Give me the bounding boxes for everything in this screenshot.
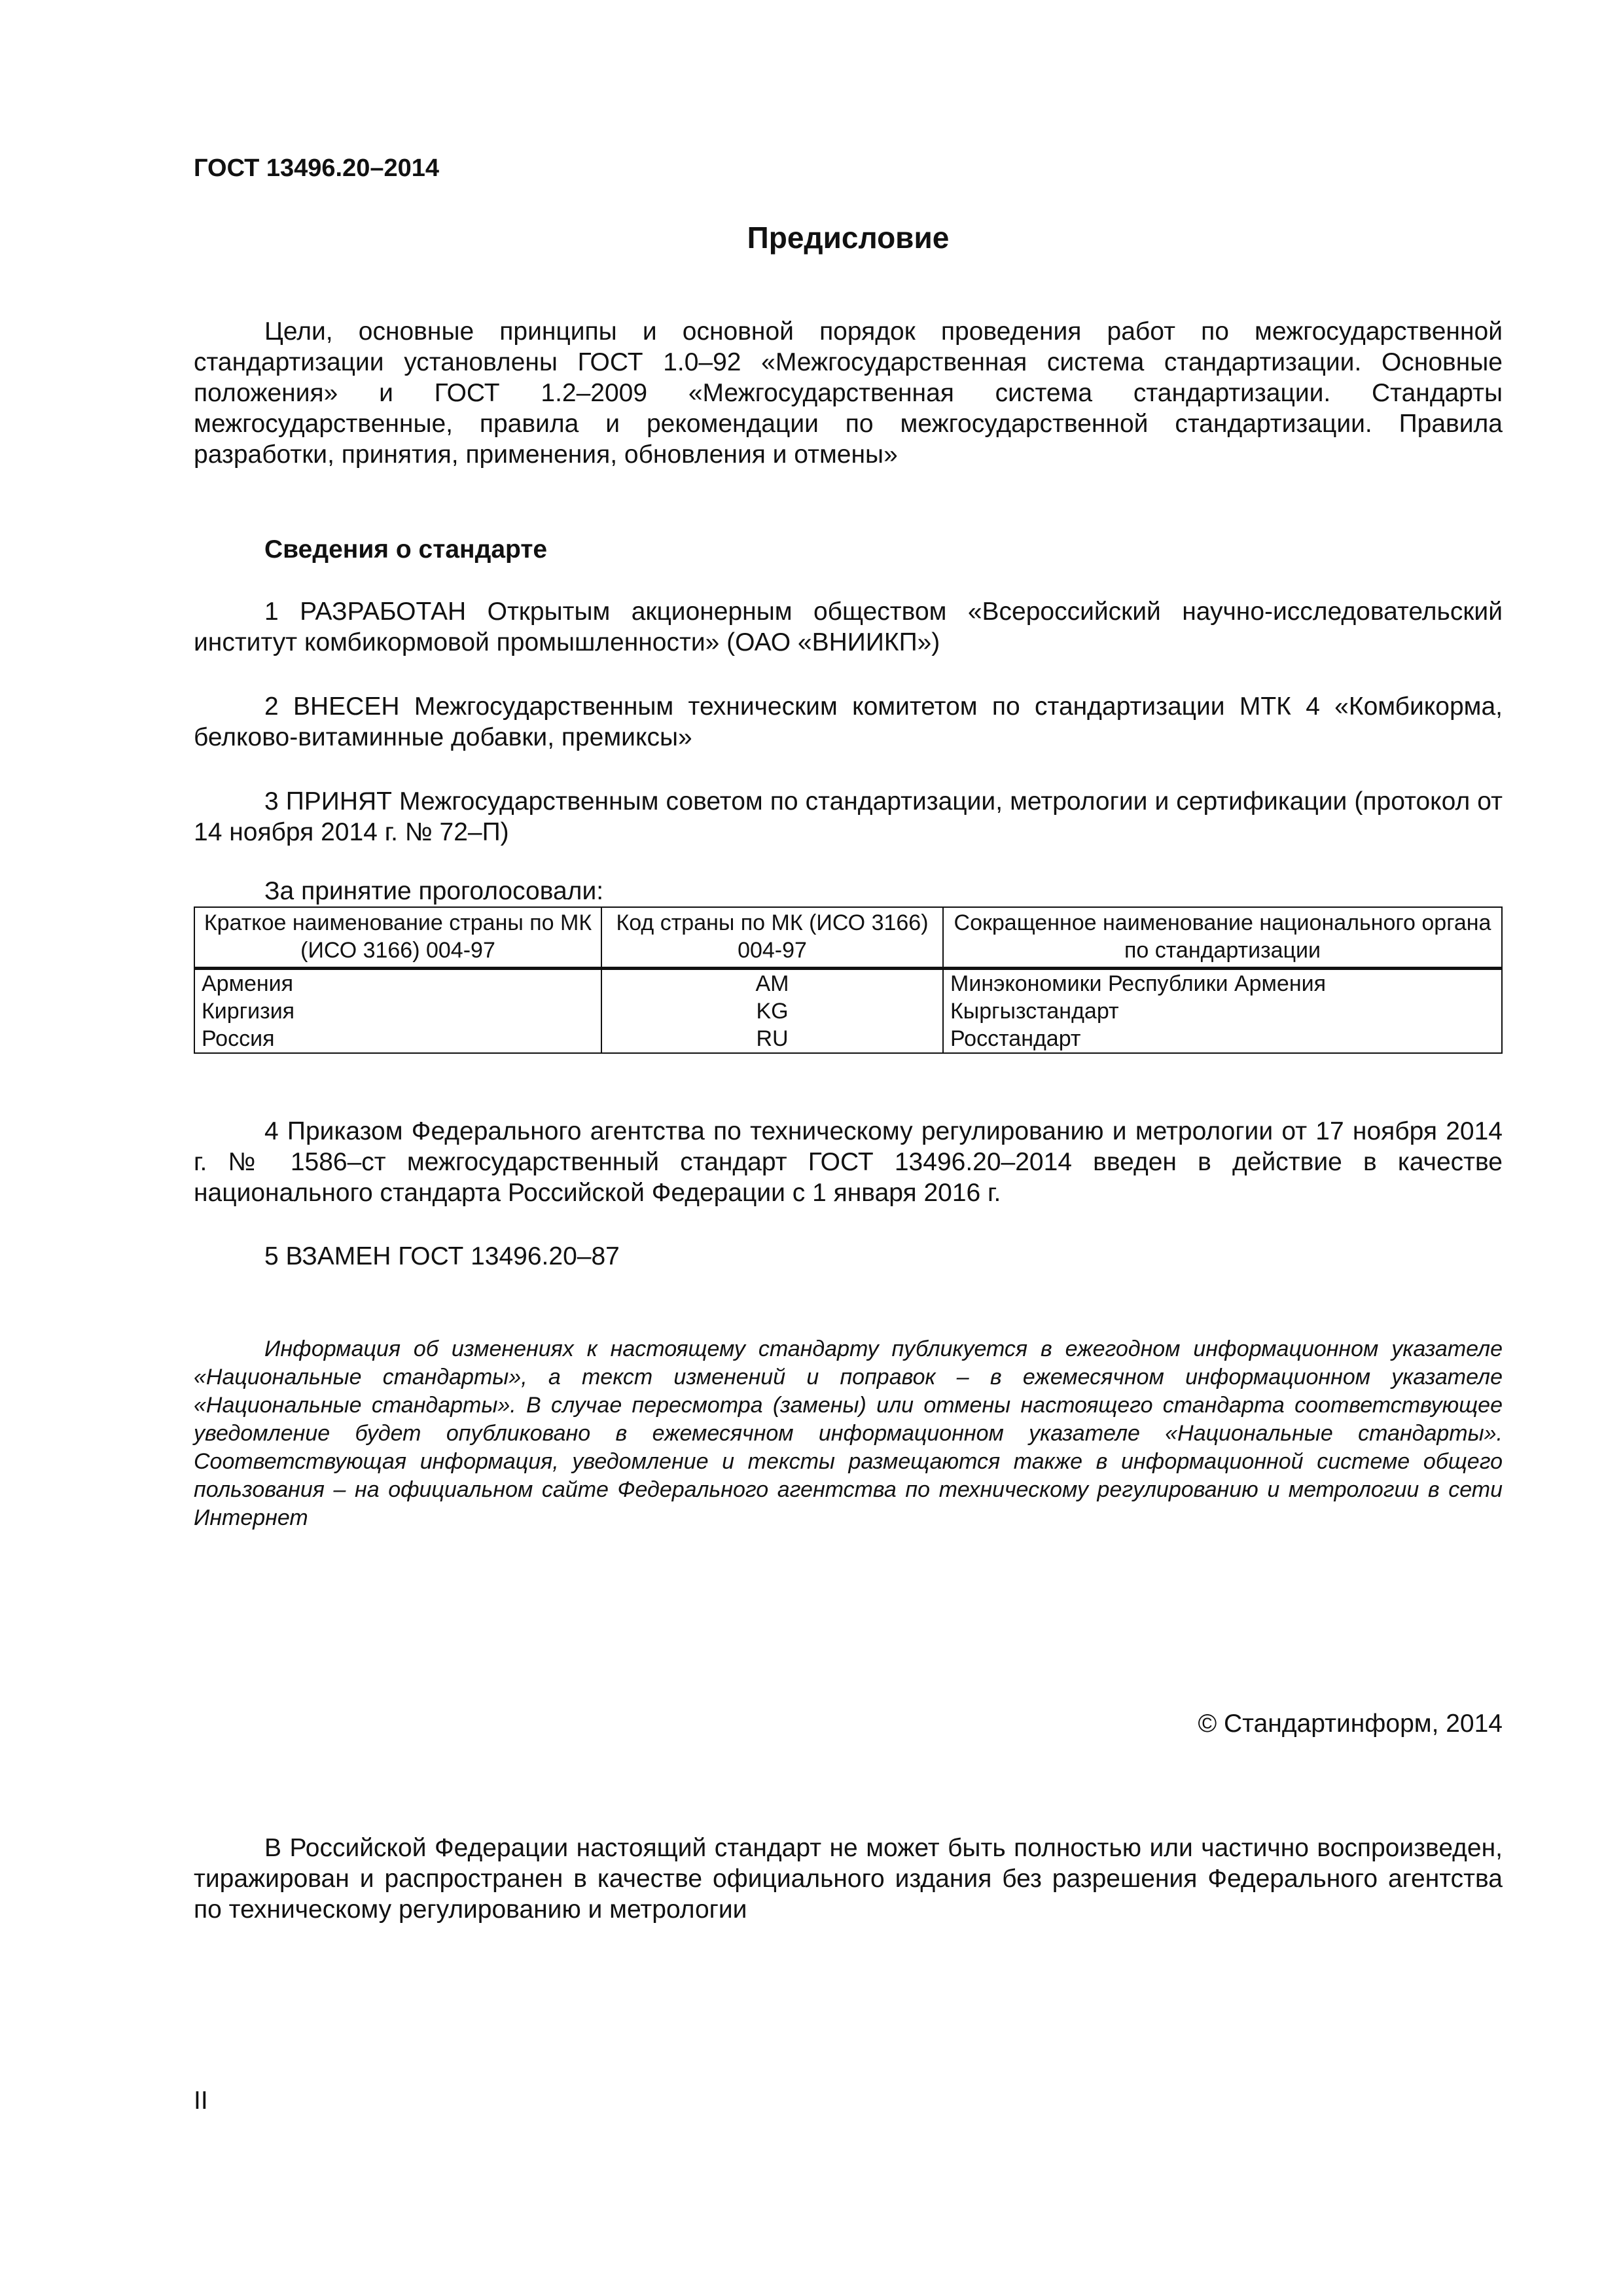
- cell-code: RU: [601, 1025, 943, 1053]
- item-replaces: 5 ВЗАМЕН ГОСТ 13496.20–87: [264, 1242, 620, 1270]
- intro-paragraph: Цели, основные принципы и основной порядок проведения работ по межгосударственной стандартизации установлены ГОСТ 1.0–92 «Межгосударственная система стандартизации. Основные положения» и ГОСТ 1.2–2009 «Межгосударственная система стандартизации. Стандарты межгосударственные, правила и рекомендации по межгосударственной стандартизации. Правила разработки, принятия, применения, обновления и отмены»: [194, 317, 1503, 469]
- item-submitted: 2 ВНЕСЕН Межгосударственным техническим комитетом по стандартизации МТК 4 «Комбикорма, белково-витаминные добавки, премиксы»: [194, 692, 1503, 751]
- cell-code: AM: [601, 969, 943, 998]
- cell-country: Киргизия: [194, 997, 601, 1025]
- header-code: Код страны по МК (ИСО 3166) 004-97: [601, 907, 943, 969]
- item-adopted: 3 ПРИНЯТ Межгосударственным советом по стандартизации, метрологии и сертификации (протокол от 14 ноября 2014 г. № 72–П): [194, 787, 1503, 846]
- document-page: [194, 0, 1503, 2296]
- cell-body: Кыргызстандарт: [943, 997, 1502, 1025]
- page-title: Предисловие: [747, 221, 950, 255]
- item-enacted: 4 Приказом Федерального агентства по техническому регулированию и метрологии от 17 ноября 2014 г. № 1586–ст межгосударственный стандарт ГОСТ 13496.20–2014 введен в действие в качестве национального стандарта Российской Федерации с 1 января 2016 г.: [194, 1117, 1503, 1207]
- cell-country: Армения: [194, 969, 601, 998]
- change-notice: Информация об изменениях к настоящему стандарту публикуется в ежегодном информационном указателе «Национальные стандарты», а текст изменений и поправок – в ежемесячном информационном указателе «Национальные стандарты». В случае пересмотра (замены) или отмены настоящего стандарта соответствующее уведомление будет опубликовано в ежемесячном информационном указателе «Национальные стандарты». Соответствующая информация, уведомление и тексты размещаются также в информационной системе общего пользования – на официальном сайте Федерального агентства по техническому регулированию и метрологии в сети Интернет: [194, 1336, 1503, 1530]
- cell-country: Россия: [194, 1025, 601, 1053]
- item-developed: 1 РАЗРАБОТАН Открытым акционерным обществом «Всероссийский научно-исследовательский институт комбикормовой промышленности» (ОАО «ВНИИКП»): [194, 598, 1503, 656]
- document-id: ГОСТ 13496.20–2014: [194, 154, 440, 182]
- header-country: Краткое наименование страны по МК (ИСО 3166) 004-97: [194, 907, 601, 969]
- table-row: [194, 969, 1502, 998]
- table-row: [194, 997, 1502, 1025]
- copyright-notice: © Стандартинформ, 2014: [1198, 1710, 1503, 1738]
- table-row: [194, 1025, 1502, 1053]
- header-body: Сокращенное наименование национального органа по стандартизации: [943, 907, 1502, 969]
- section-heading: Сведения о стандарте: [264, 535, 548, 564]
- table-header-row: [194, 907, 1502, 969]
- cell-code: KG: [601, 997, 943, 1025]
- vote-label: За принятие проголосовали:: [264, 877, 604, 905]
- cell-body: Росстандарт: [943, 1025, 1502, 1053]
- cell-body: Минэкономики Республики Армения: [943, 969, 1502, 998]
- voting-table: [194, 906, 1503, 1054]
- rights-paragraph: В Российской Федерации настоящий стандарт не может быть полностью или частично воспроизведен, тиражирован и распространен в качестве официального издания без разрешения Федерального агентства по техническому регулированию и метрологии: [194, 1834, 1503, 1924]
- page-number: II: [194, 2087, 208, 2115]
